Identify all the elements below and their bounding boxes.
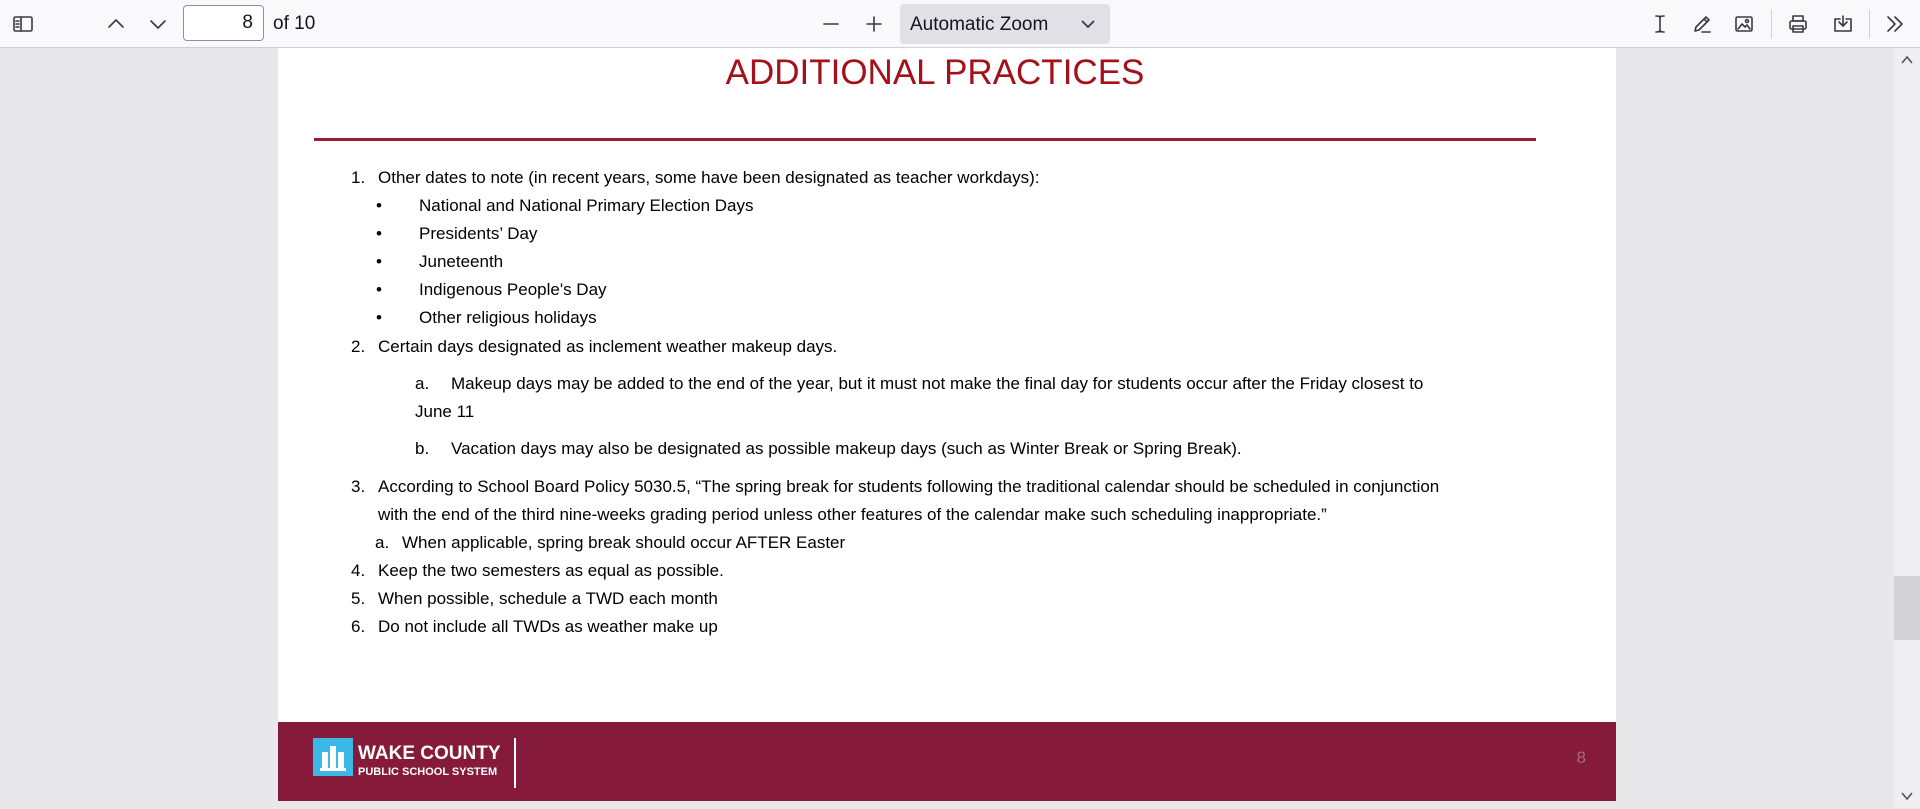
image-icon [1733, 13, 1755, 35]
page-footer [278, 722, 1616, 801]
list-item: Other religious holidays [419, 308, 597, 327]
vertical-scrollbar[interactable] [1894, 48, 1920, 808]
list-marker: 6. [351, 617, 366, 636]
chevron-down-icon [147, 13, 169, 35]
sublist-marker: b. [415, 439, 430, 458]
plus-icon [863, 13, 885, 35]
list-item: Makeup days may be added to the end of the year, but it must not make the final day for students occur after the Friday closest to [451, 374, 1424, 393]
scroll-up-button[interactable] [1899, 52, 1915, 68]
list-marker: 2. [351, 337, 366, 356]
next-page-button[interactable] [142, 8, 174, 40]
sublist-marker: a. [415, 374, 430, 393]
list-item: Certain days designated as inclement weather makeup days. [378, 337, 838, 356]
list-item: Other dates to note (in recent years, some have been designated as teacher workdays): [378, 168, 1040, 187]
list-marker: 4. [351, 561, 366, 580]
list-item-continuation: June 11 [415, 402, 475, 421]
school-logo-icon [313, 738, 353, 776]
list-item: Presidents’ Day [419, 224, 538, 243]
list-item: Keep the two semesters as equal as possible. [378, 561, 724, 580]
bullet-marker: • [376, 224, 382, 243]
list-item: Do not include all TWDs as weather make up [378, 617, 718, 636]
bullet-marker: • [376, 308, 382, 327]
bullet-marker: • [376, 280, 382, 299]
printer-icon [1787, 13, 1809, 35]
toolbar-separator [1869, 10, 1870, 38]
download-icon [1832, 13, 1854, 35]
list-item: When applicable, spring break should occur AFTER Easter [402, 533, 846, 552]
download-button[interactable] [1827, 8, 1859, 40]
list-item: Juneteenth [419, 252, 504, 271]
page-count-label: of 10 [273, 13, 316, 34]
zoom-select[interactable] [900, 4, 1110, 44]
chevron-up-icon [1899, 52, 1915, 68]
sublist-marker: a. [375, 533, 390, 552]
list-item: Indigenous People's Day [419, 280, 607, 299]
scroll-down-button[interactable] [1899, 788, 1915, 804]
page-number-input[interactable] [183, 5, 264, 41]
title-divider [314, 138, 1536, 141]
list-marker: 5. [351, 589, 366, 608]
minus-icon [820, 13, 842, 35]
list-marker: 1. [351, 168, 366, 187]
bullet-marker: • [376, 196, 382, 215]
double-chevron-right-icon [1884, 13, 1906, 35]
text-select-button[interactable] [1644, 8, 1676, 40]
add-image-button[interactable] [1728, 8, 1760, 40]
document-viewer [0, 48, 1920, 808]
print-button[interactable] [1782, 8, 1814, 40]
footer-page-number: 8 [1576, 748, 1586, 767]
list-item: Vacation days may also be designated as possible makeup days (such as Winter Break or Spring Break). [451, 439, 1242, 458]
pdf-page [278, 48, 1616, 801]
scrollbar-thumb[interactable] [1894, 576, 1920, 640]
bullet-marker: • [376, 252, 382, 271]
draw-button[interactable] [1686, 8, 1718, 40]
chevron-down-icon [1078, 14, 1098, 34]
text-cursor-icon [1649, 13, 1671, 35]
tools-menu-button[interactable] [1879, 8, 1911, 40]
sidebar-toggle-button[interactable] [7, 8, 39, 40]
list-item-continuation: with the end of the third nine-weeks grading period unless other features of the calendar make such scheduling inappropriate.” [378, 505, 1327, 524]
logo-subtitle: PUBLIC SCHOOL SYSTEM [358, 766, 498, 778]
chevron-down-icon [1899, 788, 1915, 804]
logo-title: WAKE COUNTY [358, 743, 501, 764]
sidebar-icon [12, 13, 34, 35]
zoom-in-button[interactable] [858, 8, 890, 40]
pen-icon [1691, 13, 1713, 35]
page-title: ADDITIONAL PRACTICES [725, 53, 1145, 92]
previous-page-button[interactable] [100, 8, 132, 40]
zoom-out-button[interactable] [815, 8, 847, 40]
toolbar-separator [1771, 10, 1772, 38]
zoom-select-value: Automatic Zoom [910, 14, 1049, 35]
chevron-up-icon [105, 13, 127, 35]
pdf-toolbar [0, 0, 1920, 48]
list-marker: 3. [351, 477, 366, 496]
list-item: When possible, schedule a TWD each month [378, 589, 718, 608]
list-item: According to School Board Policy 5030.5, “The spring break for students following the traditional calendar should be scheduled in conjunction [378, 477, 1440, 496]
logo-divider [514, 738, 516, 788]
list-item: National and National Primary Election Days [419, 196, 754, 215]
